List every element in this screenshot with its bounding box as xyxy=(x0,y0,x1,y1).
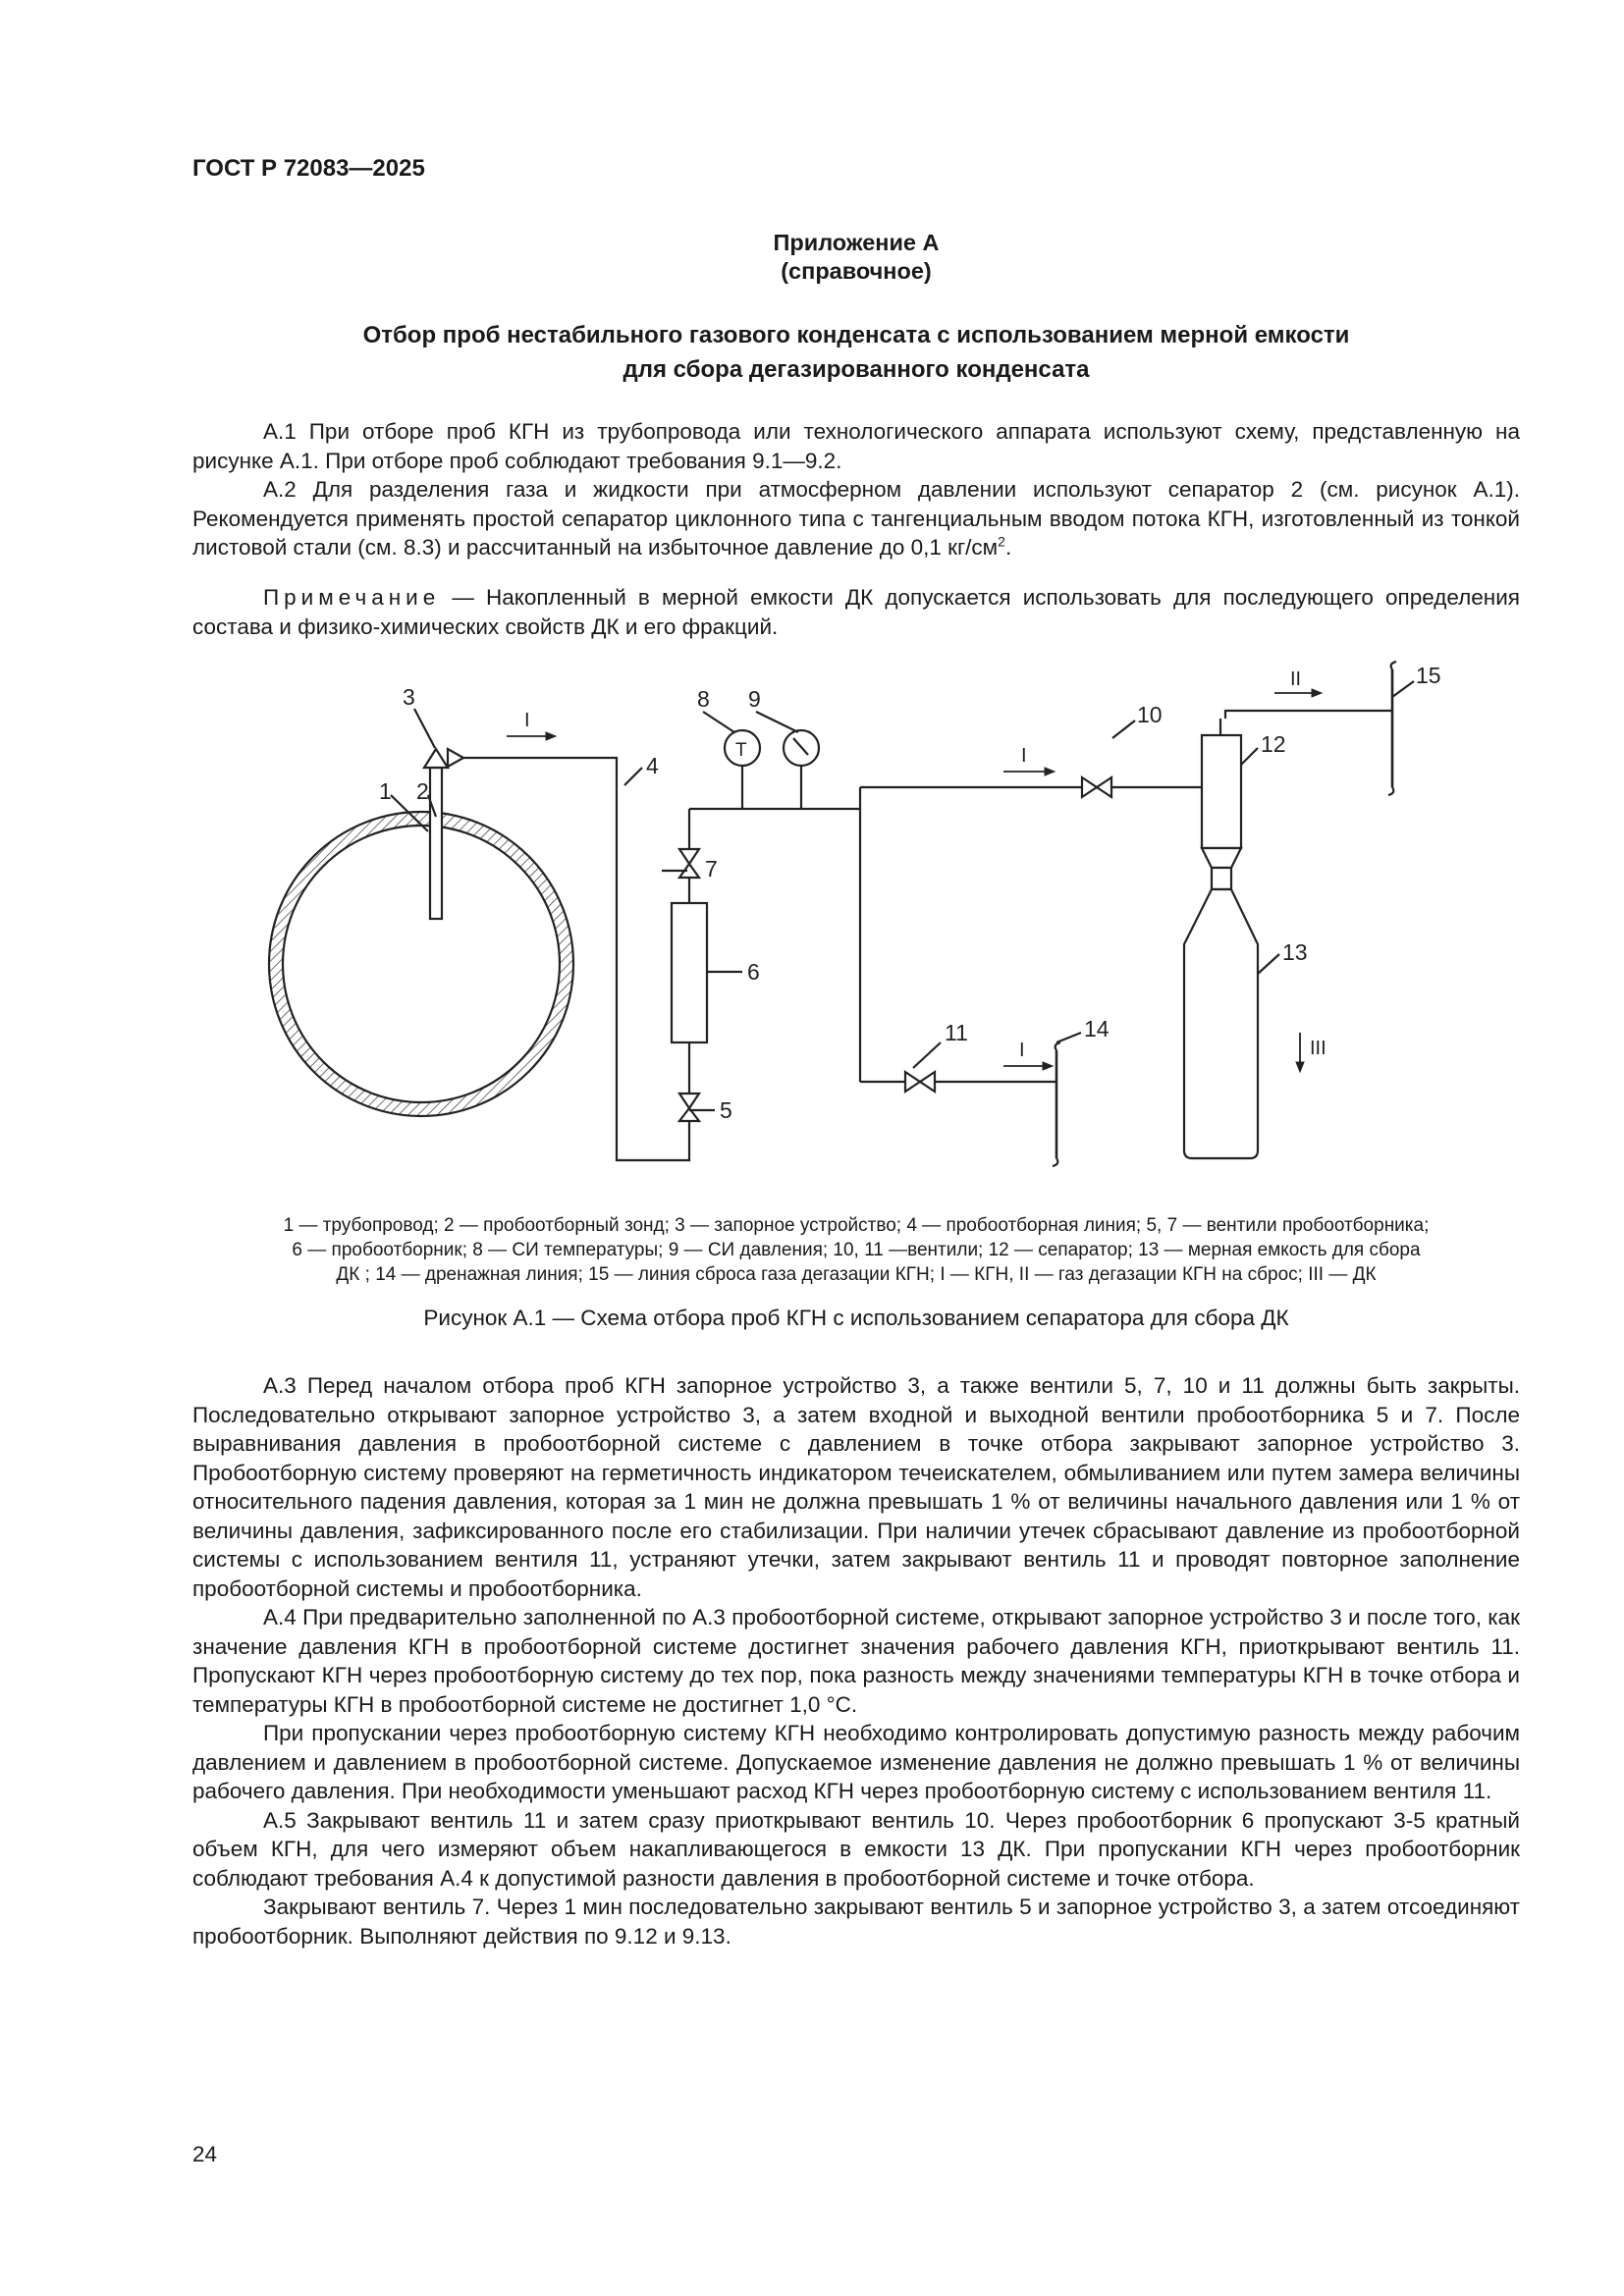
legend-line-2: 6 — пробоотборник; 8 — СИ температуры; 9 — СИ давления; 10, 11 —вентили; 12 — сепаратор; 13 — мерная емкость для сбора xyxy=(292,1240,1421,1260)
paragraph-a4: А.4 При предварительно заполненной по А.3 пробоотборной системе, открывают запорное устройство 3 и после того, как значение давления КГН в пробоотборной системе достигнет значения рабочего давления КГН, приоткрывают вентиль 11. Пропускают КГН через пробоотборную систему до тех пор, пока разность между значениями температуры КГН в точке отбора и температуры КГН в пробоотборной системе не достигнет 1,0 °С. xyxy=(192,1605,1520,1717)
valve-7 xyxy=(679,849,699,864)
measuring-vessel xyxy=(1184,889,1258,1158)
separator-neck xyxy=(1212,868,1231,889)
annex-heading xyxy=(192,229,1520,286)
legend-line-3: ДК ; 14 — дренажная линия; 15 — линия сброса газа дегазации КГН; I — КГН, II — газ дегазации КГН на сброс; III — ДК xyxy=(336,1264,1377,1285)
valve-10-right xyxy=(1097,777,1111,797)
label-11: 11 xyxy=(945,1020,968,1045)
label-1: 1 xyxy=(379,778,392,804)
paragraph-a5b: Закрывают вентиль 7. Через 1 мин последовательно закрывают вентиль 5 и запорное устройство 3, а затем отсоединяют пробоотборник. Выполняют действия по 9.12 и 9.13. xyxy=(192,1895,1520,1949)
section-title xyxy=(192,318,1520,387)
paragraph-a3: А.3 Перед началом отбора проб КГН запорное устройство 3, а также вентили 5, 7, 10 и 11 должны быть закрыты. Последовательно открывают запорное устройство 3, а затем входной и выходной вентили пробоотборника 5 и 7. После выравнивания давления в пробоотборной системе с давлением в точке отбора закрывают запорное устройство 3. Пробоотборную систему проверяют на герметичность индикатором течеискателем, обмыливанием или путем замера величины относительного падения давления, которая за 1 мин не должна превышать 1 % от величины начального давления или 1 % от величины давления, зафиксированного после его стабилизации. При наличии утечек сбрасывают давление из пробоотборной системы с использованием вентиля 11, устраняют утечки, затем закрывают вентиль 11 и проводят повторное заполнение пробоотборной системы и пробоотборника. xyxy=(192,1373,1520,1601)
separator-cone xyxy=(1202,848,1241,868)
page-number: 24 xyxy=(192,2142,218,2166)
flow-label-I-top: I xyxy=(524,710,530,731)
paragraph-a1: А.1 При отборе проб КГН из трубопровода или технологического аппарата используют схему, представленную на рисунке А.1. При отборе проб соблюдают требования 9.1—9.2. xyxy=(192,419,1520,473)
separator xyxy=(1202,735,1241,848)
label-14: 14 xyxy=(1084,1016,1110,1041)
flow-label-I-drain: I xyxy=(1019,1040,1025,1061)
label-7: 7 xyxy=(705,856,718,881)
section-title-line2: для сбора дегазированного конденсата xyxy=(623,356,1090,383)
valve-11-right xyxy=(920,1072,935,1092)
valve-10 xyxy=(1082,777,1097,797)
paragraph-a4b: При пропускании через пробоотборную систему КГН необходимо контролировать допустимую разность между рабочим давлением и давлением в пробоотборной системе. Допускаемое изменение давления не должно превышать 1 % от величины рабочего давления. При необходимости уменьшают расход КГН через пробоотборную систему с использованием вентиля 11. xyxy=(192,1721,1520,1803)
label-6: 6 xyxy=(747,959,760,985)
paragraph-a2-end: . xyxy=(1004,535,1012,560)
label-10: 10 xyxy=(1137,702,1163,727)
note-block xyxy=(192,583,1520,641)
annex-title: Приложение А xyxy=(773,230,940,255)
flow-label-III: III xyxy=(1310,1038,1326,1059)
superscript-2: 2 xyxy=(998,533,1005,550)
standard-header: ГОСТ Р 72083—2025 xyxy=(192,155,425,182)
label-3: 3 xyxy=(403,684,415,710)
figure-caption: Рисунок А.1 — Схема отбора проб КГН с использованием сепаратора для сбора ДК xyxy=(423,1306,1289,1330)
legend-line-1: 1 — трубопровод; 2 — пробоотборный зонд; 3 — запорное устройство; 4 — пробоотборная линия; 5, 7 — вентили пробоотборника; xyxy=(283,1215,1430,1236)
label-12: 12 xyxy=(1261,731,1286,757)
flow-label-I-mid: I xyxy=(1021,745,1027,767)
sampler-cylinder xyxy=(672,903,707,1042)
label-8: 8 xyxy=(697,686,710,712)
sampling-scheme-figure xyxy=(192,650,1520,1200)
paragraph-a2-text: А.2 Для разделения газа и жидкости при атмосферном давлении используют сепаратор 2 (см. рисунок А.1). Рекомендуется применять простой сепаратор циклонного типа с тангенциальным вводом потока КГН, изготовленный из тонкой листовой стали (см. 8.3) и рассчитанный на избыточное давление до 0,1 кг/см xyxy=(192,477,1520,560)
valve-11 xyxy=(905,1072,920,1092)
gas-vent-line xyxy=(1225,711,1392,719)
label-5: 5 xyxy=(720,1097,732,1123)
label-4: 4 xyxy=(646,753,659,778)
label-15: 15 xyxy=(1416,663,1441,688)
label-13: 13 xyxy=(1282,939,1308,965)
label-9: 9 xyxy=(748,686,761,712)
paragraph-a5: А.5 Закрывают вентиль 11 и затем сразу приоткрывают вентиль 10. Через пробоотборник 6 пропускают 3-5 кратный объем КГН, для чего измеряют объем накапливающегося в емкости 13 ДК. При пропускании КГН через пробоотборник соблюдают требования А.4 к допустимой разности давления в пробоотборной системе и точке отбора. xyxy=(192,1807,1520,1891)
figure-legend xyxy=(192,1213,1520,1287)
procedure-paragraphs xyxy=(192,1371,1520,1950)
thermometer-label: T xyxy=(735,740,747,761)
label-2: 2 xyxy=(416,778,429,804)
intro-paragraphs xyxy=(192,417,1520,562)
valve-5 xyxy=(679,1094,699,1108)
note-text: — Накопленный в мерной емкости ДК допускается использовать для последующего определения состава и физико-химических свойств ДК и его фракций. xyxy=(192,585,1520,639)
section-title-line1: Отбор проб нестабильного газового конденсата с использованием мерной емкости xyxy=(362,322,1350,348)
note-paragraph xyxy=(192,583,1520,641)
shutoff-device-side xyxy=(448,749,463,767)
shutoff-device xyxy=(424,749,448,768)
pipeline-inner xyxy=(283,826,560,1102)
flow-label-II: II xyxy=(1290,668,1302,690)
sampling-probe xyxy=(430,768,442,919)
note-label: Примечание xyxy=(263,585,441,610)
paragraph-a2 xyxy=(192,475,1520,562)
annex-subtitle: (справочное) xyxy=(781,258,932,284)
